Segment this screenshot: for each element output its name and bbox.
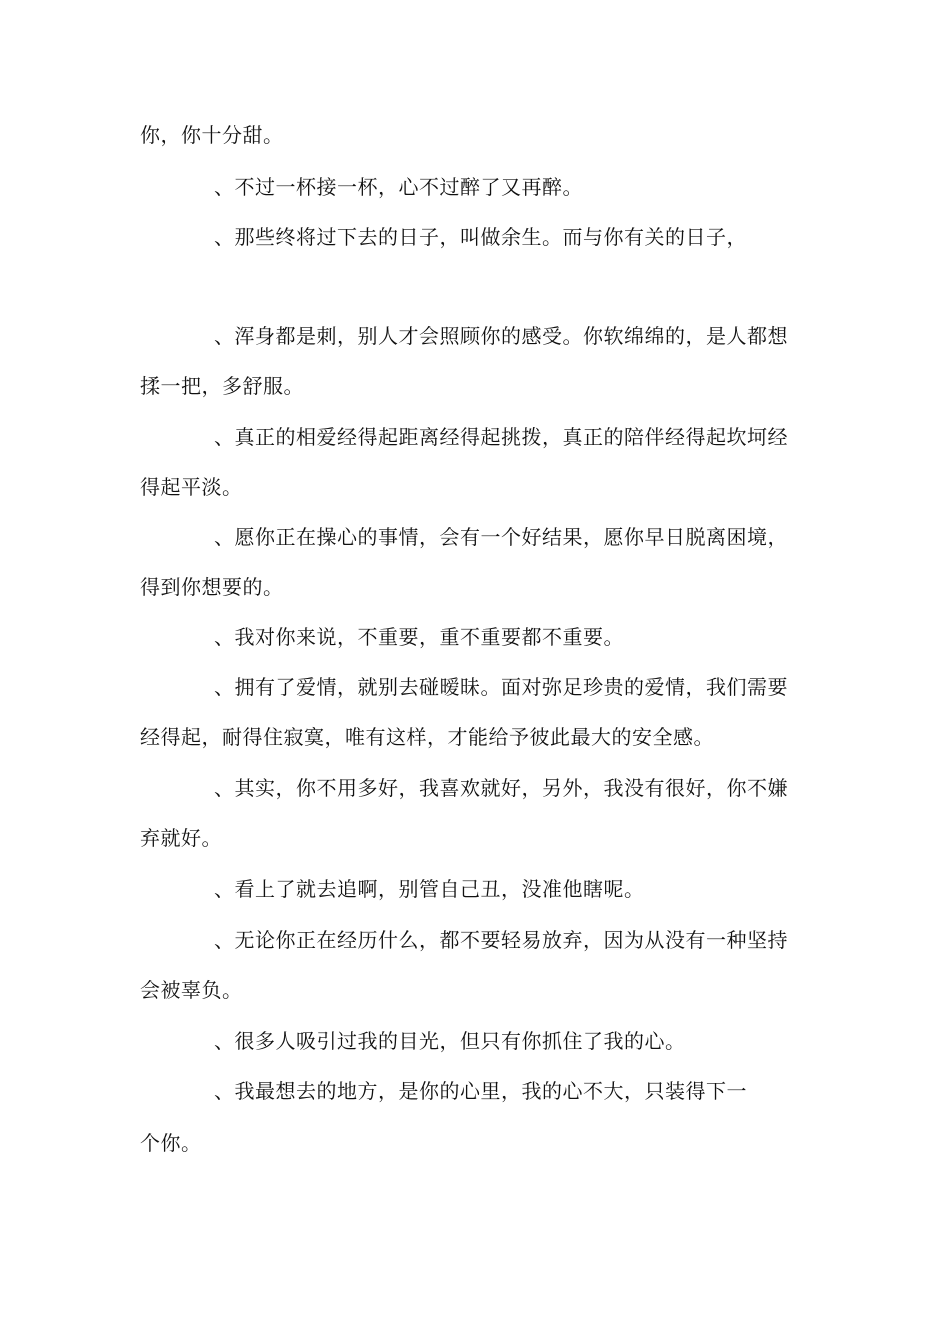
text-line: 、浑身都是刺，别人才会照顾你的感受。你软绵绵的，是人都想 (214, 324, 788, 348)
text-line: 、我最想去的地方，是你的心里，我的心不大，只装得下一 (214, 1079, 747, 1103)
text-line: 、看上了就去追啊，别管自己丑，没准他瞎呢。 (214, 877, 645, 901)
text-line: 、拥有了爱情，就别去碰暧昧。面对弥足珍贵的爱情，我们需要 (214, 675, 788, 699)
text-line: 个你。 (140, 1131, 202, 1155)
text-line: 、我对你来说，不重要，重不重要都不重要。 (214, 625, 624, 649)
text-line: 你，你十分甜。 (140, 123, 284, 147)
text-line: 、真正的相爱经得起距离经得起挑拨，真正的陪伴经得起坎坷经 (214, 425, 788, 449)
text-line: 、愿你正在操心的事情，会有一个好结果，愿你早日脱离困境， (214, 525, 788, 549)
text-line: 、很多人吸引过我的目光，但只有你抓住了我的心。 (214, 1029, 686, 1053)
text-line: 得起平淡。 (140, 475, 243, 499)
text-line: 、不过一杯接一杯，心不过醉了又再醉。 (214, 175, 583, 199)
text-line: 、无论你正在经历什么，都不要轻易放弃，因为从没有一种坚持 (214, 928, 788, 952)
text-line: 会被辜负。 (140, 978, 243, 1002)
text-line: 、其实，你不用多好，我喜欢就好，另外，我没有很好，你不嫌 (214, 776, 788, 800)
text-line: 得到你想要的。 (140, 575, 284, 599)
text-line: 、那些终将过下去的日子，叫做余生。而与你有关的日子， (214, 225, 747, 249)
text-line: 经得起，耐得住寂寞，唯有这样，才能给予彼此最大的安全感。 (140, 725, 714, 749)
text-line: 弃就好。 (140, 826, 222, 850)
text-line: 揉一把，多舒服。 (140, 374, 304, 398)
